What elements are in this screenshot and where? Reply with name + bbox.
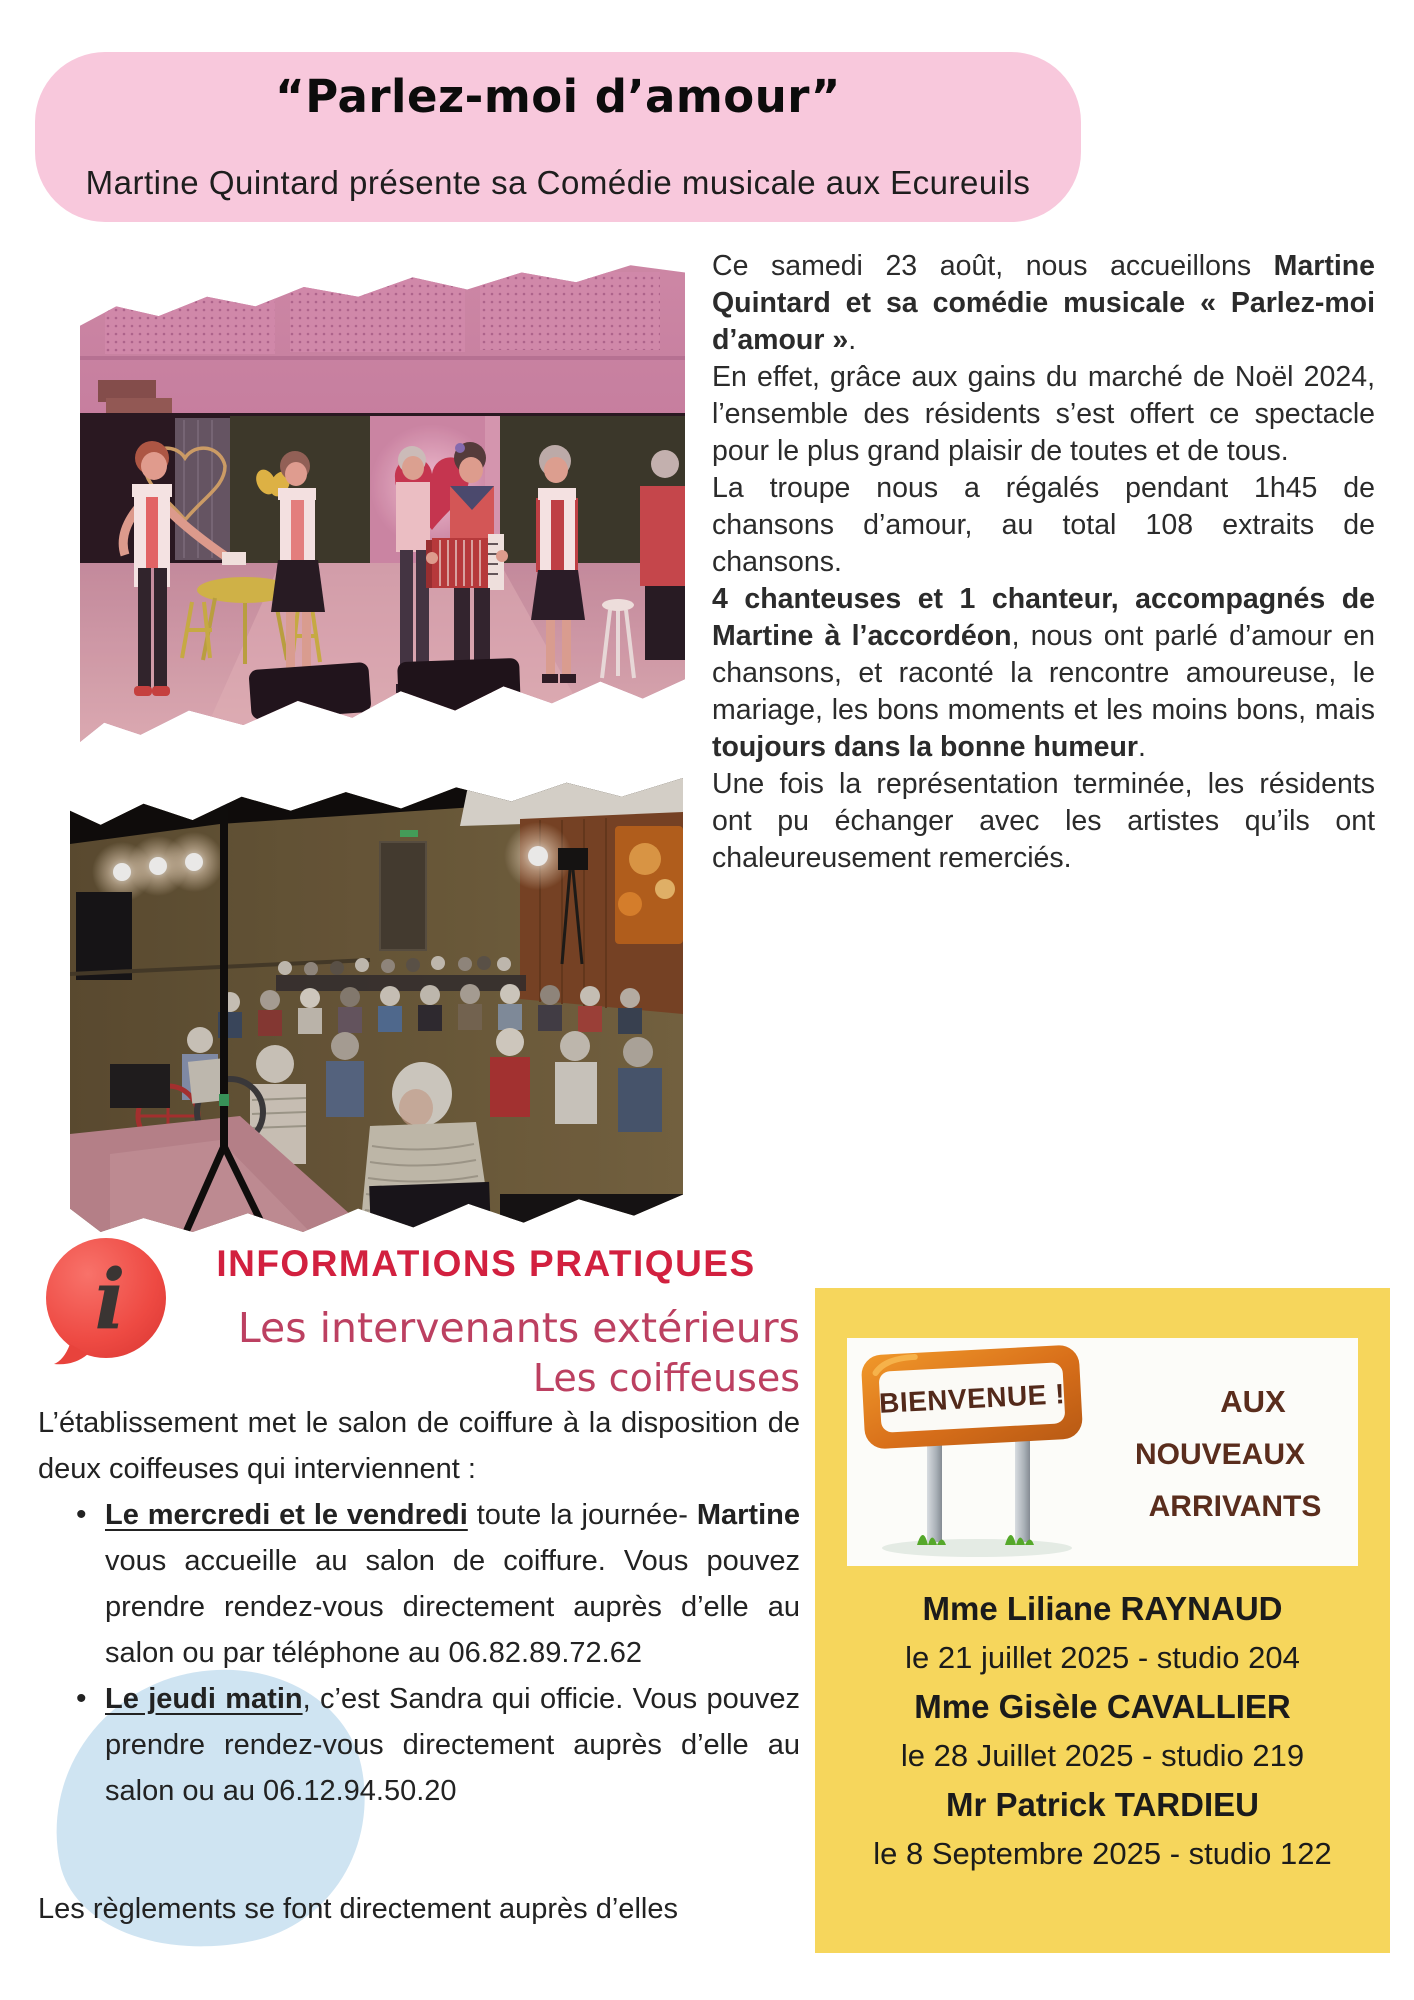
page-title: “Parlez-moi d’amour” [275,70,841,123]
practical-info-heading: INFORMATIONS PRATIQUES [216,1243,756,1284]
arrival-name: Mr Patrick TARDIEU [946,1786,1259,1823]
audience-photo-illustration [70,764,683,1232]
coiffeuses-intro: L’établissement met le salon de coiffure à la disposition de deux coiffeuses qui interviennent : [38,1407,800,1485]
sign-post [927,1436,942,1542]
arrival-detail: le 21 juillet 2025 - studio 204 [905,1640,1300,1675]
page-subtitle: Martine Quintard présente sa Comédie musicale aux Ecureuils [85,164,1031,201]
sign-board-text: BIENVENUE ! [878,1378,1066,1419]
welcome-new-arrivals-box [815,1288,1390,1953]
subheading-coiffeuses: Les coiffeuses [532,1356,800,1400]
article-paragraph: Une fois la représentation terminée, les résidents ont pu échanger avec les artistes qu’ils ont chaleureusement remerciés. [712,768,1375,874]
stage-performance-photo [80,258,685,742]
arrivals-list [815,1584,1390,1878]
svg-text:NOUVEAUX: NOUVEAUX [1134,1438,1306,1471]
arrival-detail: le 28 Juillet 2025 - studio 219 [900,1738,1305,1773]
coiffeuses-text [38,1400,800,1814]
svg-text:i: i [94,1252,126,1348]
bullet-mercredi-vendredi: • Le mercredi et le vendredi toute la journée- Martine vous accueille au salon de coiffure. Vous pouvez prendre rendez-vous directement auprès d’elle au salon ou par téléphone au 06.82.89.72.62 [38,1492,800,1676]
article-paragraph: La troupe nous a régalés pendant 1h45 de chansons d’amour, au total 108 extraits de chansons. [712,472,1375,578]
article-paragraph: 4 chanteuses et 1 chanteur, accompagnés de Martine à l’accordéon, nous ont parlé d’amour en chansons, et raconté la rencontre amoureuse, le mariage, les bons moments et les moins bons, mais toujours dans la bonne humeur. [712,583,1375,763]
article-paragraph: En effet, grâce aux gains du marché de Noël 2024, l’ensemble des résidents s’est offert ce spectacle pour le plus grand plaisir de toutes et de tous. [712,361,1375,467]
sign-post [1015,1436,1030,1542]
arrival-detail: le 8 Septembre 2025 - studio 122 [873,1836,1332,1871]
reglements-note: Les règlements se font directement auprès d’elles [38,1893,678,1925]
article-text [712,248,1375,877]
header-banner [35,52,1081,222]
svg-text:ARRIVANTS: ARRIVANTS [1148,1490,1322,1523]
svg-text:AUX: AUX [1220,1384,1286,1419]
audience-photo [70,764,683,1232]
arrival-name: Mme Liliane RAYNAUD [922,1590,1283,1627]
bullet-jeudi-matin: • Le jeudi matin, c’est Sandra qui officie. Vous pouvez prendre rendez-vous directement auprès d’elle au salon ou au 06.12.94.50.20 [38,1676,800,1814]
sign-side-text [1135,1384,1321,1523]
stage-photo-illustration [80,258,685,742]
sign-board [861,1344,1084,1449]
article-paragraph: Ce samedi 23 août, nous accueillons Martine Quintard et sa comédie musicale « Parlez-moi d’amour ». [712,250,1375,356]
arrival-name: Mme Gisèle CAVALLIER [914,1688,1291,1725]
bienvenue-sign-image [847,1338,1358,1566]
subheading-intervenants: Les intervenants extérieurs [237,1304,800,1352]
